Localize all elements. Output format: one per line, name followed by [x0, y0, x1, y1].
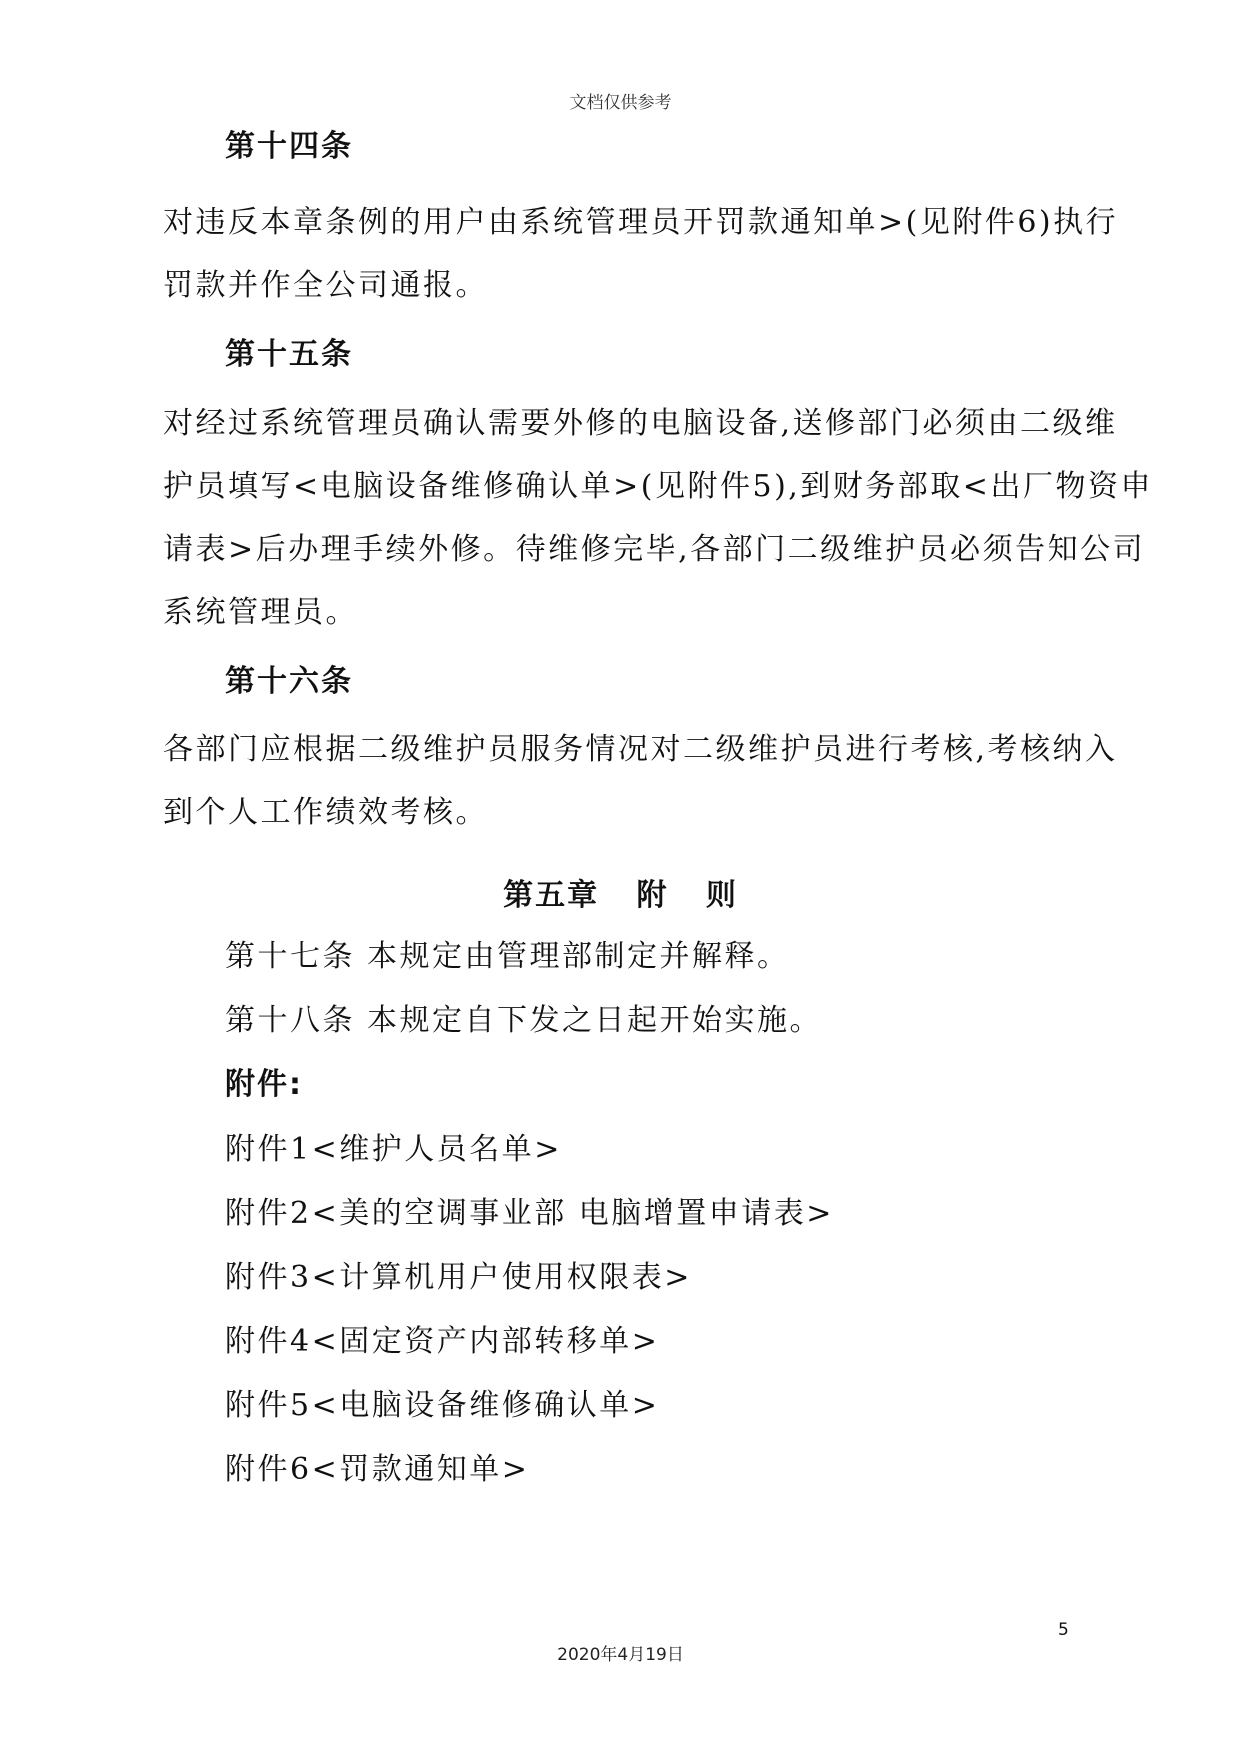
- article-15-line-3: 请表>后办理手续外修。待维修完毕,各部门二级维护员必须告知公司: [163, 532, 1146, 567]
- article-14-title: 第十四条: [225, 129, 353, 164]
- footer-date: 2020年4月19日: [557, 1645, 684, 1665]
- article-16-line-2: 到个人工作绩效考核。: [163, 795, 488, 830]
- attachment-6: 附件6<罚款通知单>: [225, 1452, 530, 1487]
- attachments-label: 附件:: [225, 1067, 303, 1102]
- attachment-5: 附件5<电脑设备维修确认单>: [225, 1388, 660, 1423]
- page-header: 文档仅供参考: [569, 93, 672, 113]
- article-14-line-2: 罚款并作全公司通报。: [163, 268, 488, 303]
- article-15-title: 第十五条: [225, 337, 353, 372]
- chapter-title: 第五章 附 则: [503, 878, 738, 913]
- attachment-4: 附件4<固定资产内部转移单>: [225, 1324, 660, 1359]
- provision-17: 第十七条 本规定由管理部制定并解释。: [225, 939, 790, 974]
- article-16-line-1: 各部门应根据二级维护员服务情况对二级维护员进行考核,考核纳入: [163, 732, 1118, 767]
- article-14-line-1: 对违反本章条例的用户由系统管理员开罚款通知单>(见附件6)执行: [163, 205, 1119, 240]
- article-15-line-1: 对经过系统管理员确认需要外修的电脑设备,送修部门必须由二级维: [163, 406, 1118, 441]
- attachment-1: 附件1<维护人员名单>: [225, 1132, 562, 1167]
- provision-18: 第十八条 本规定自下发之日起开始实施。: [225, 1003, 823, 1038]
- attachment-2: 附件2<美的空调事业部 电脑增置申请表>: [225, 1196, 834, 1231]
- article-16-title: 第十六条: [225, 664, 353, 699]
- article-15-line-4: 系统管理员。: [163, 595, 358, 630]
- page-number: 5: [1058, 1620, 1069, 1640]
- article-15-line-2: 护员填写<电脑设备维修确认单>(见附件5),到财务部取<出厂物资申: [163, 469, 1153, 504]
- attachment-3: 附件3<计算机用户使用权限表>: [225, 1260, 692, 1295]
